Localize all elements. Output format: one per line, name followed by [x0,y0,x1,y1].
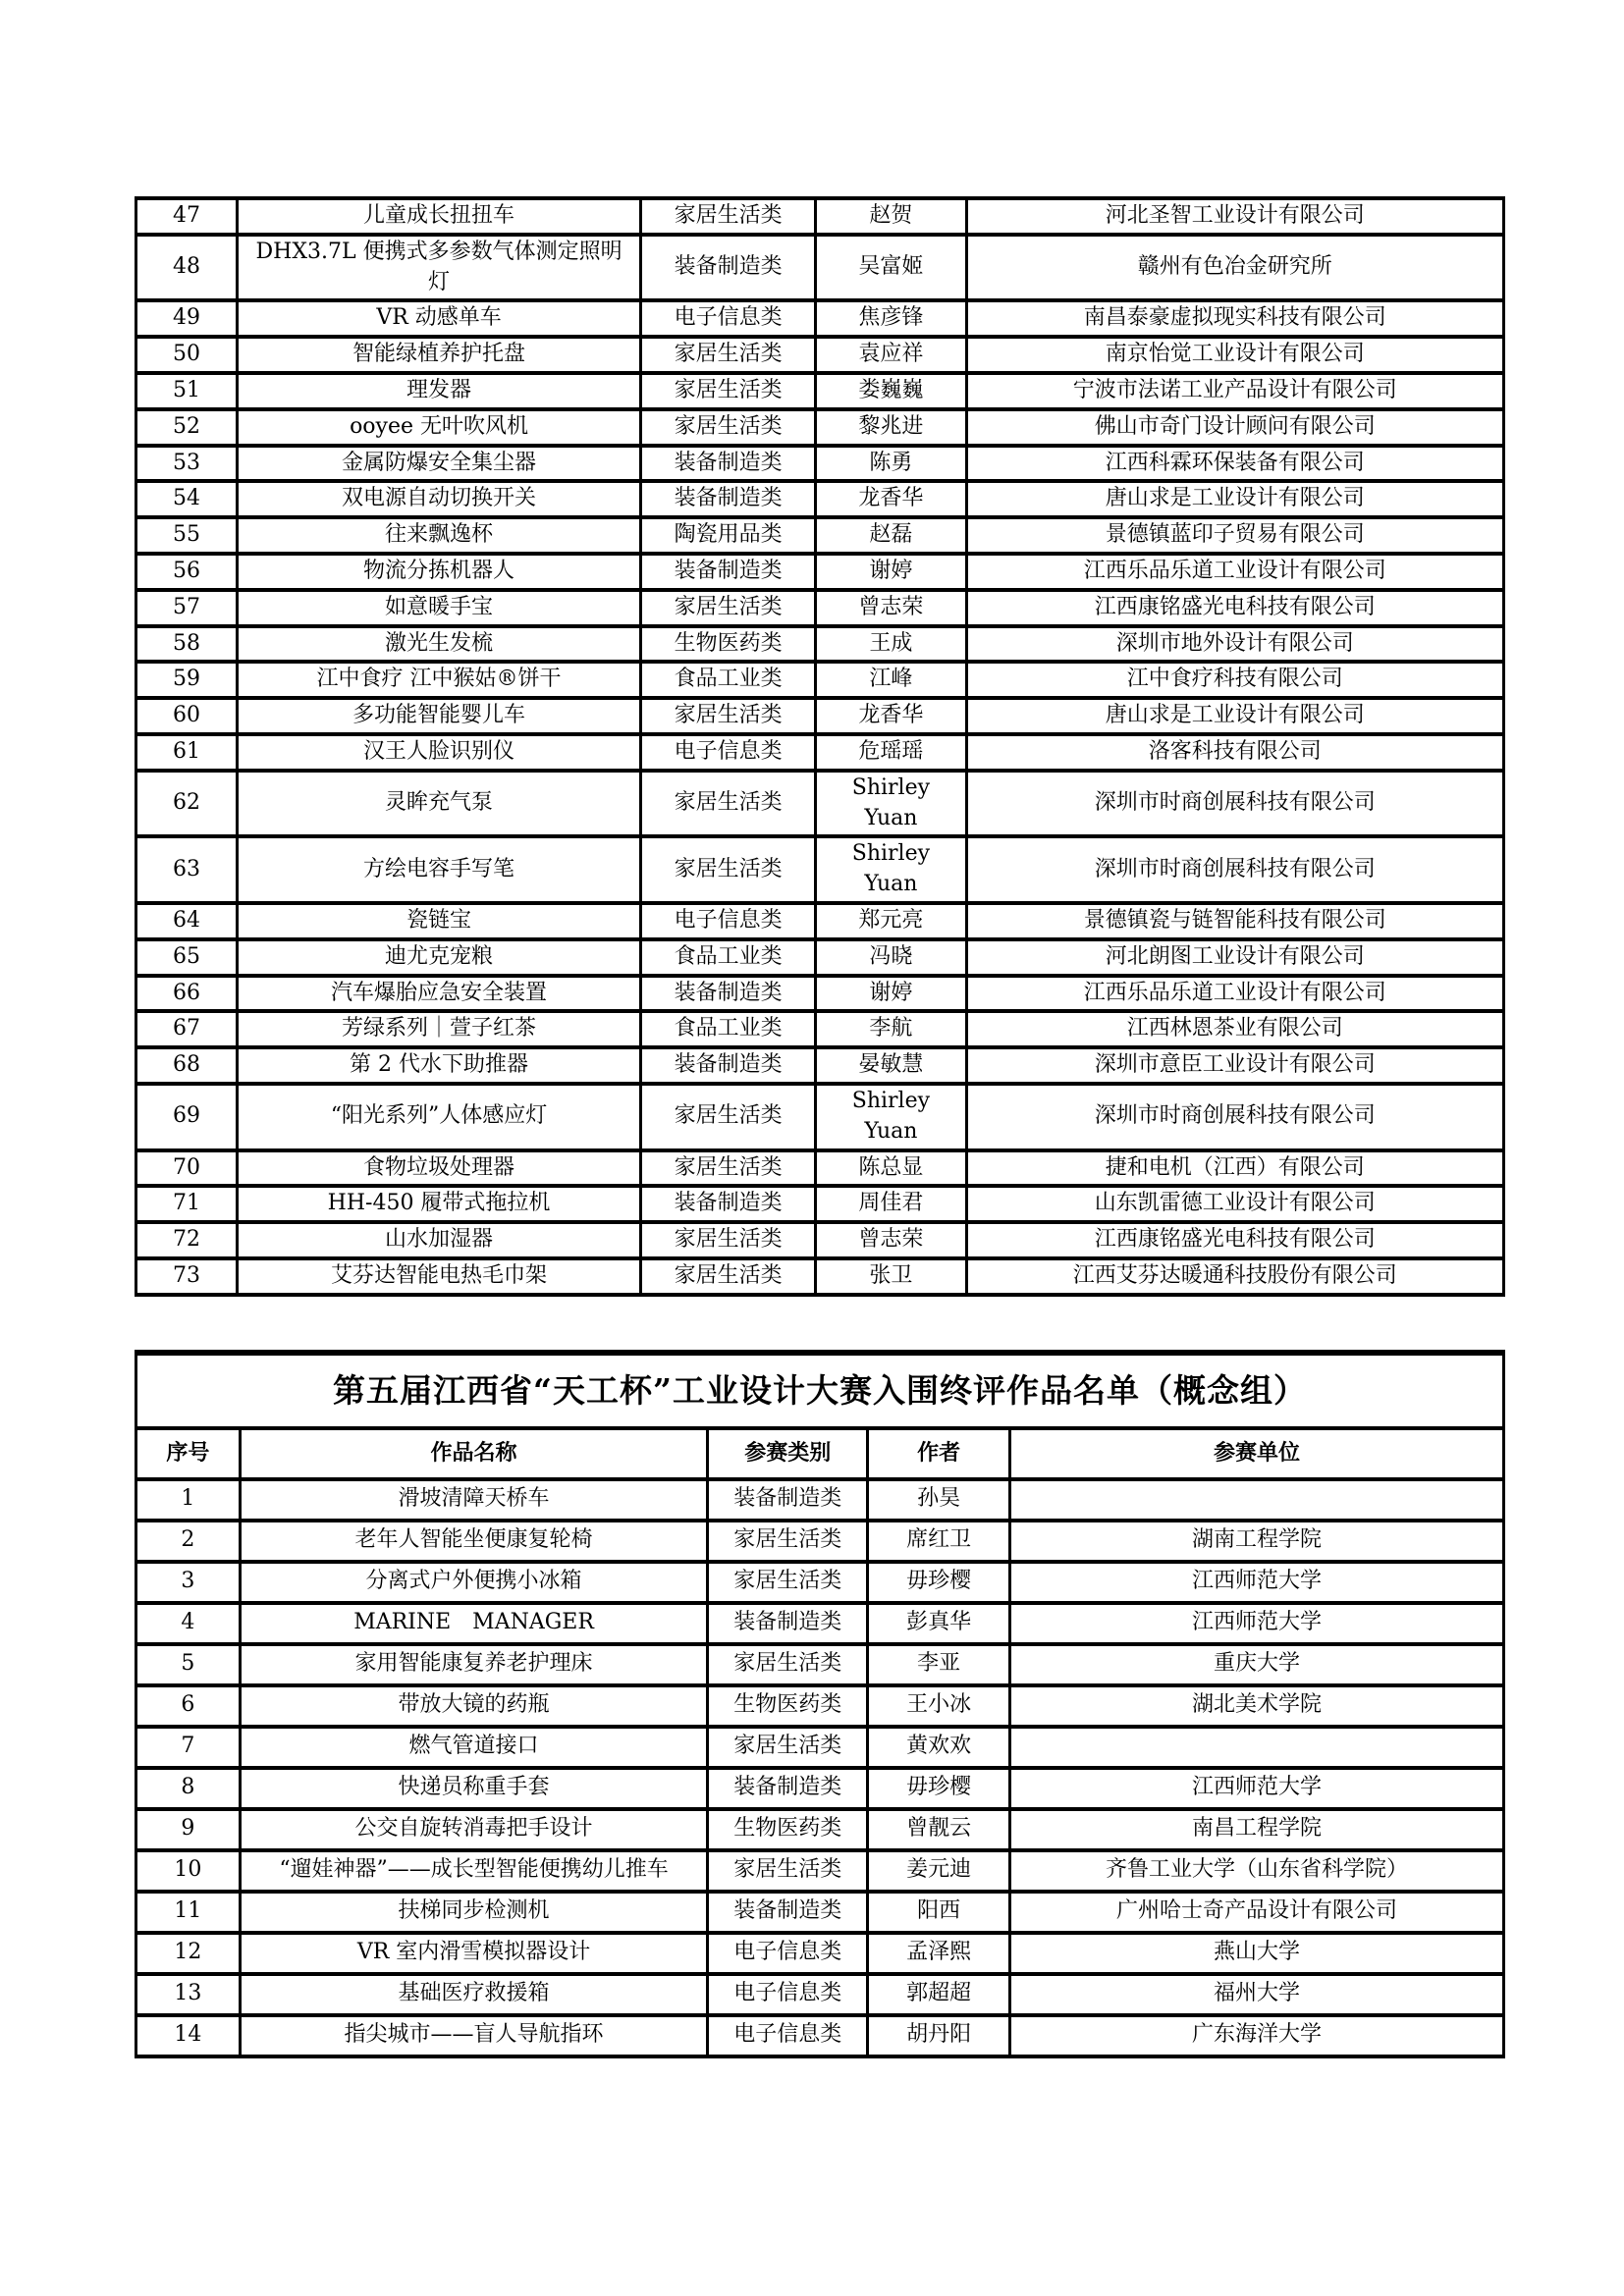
cell-category: 装备制造类 [708,1479,868,1521]
cell-work-name: 燃气管道接口 [240,1727,707,1768]
header-serial: 序号 [136,1428,241,1479]
cell-serial: 48 [136,235,238,301]
cell-author: 袁应祥 [816,337,966,373]
cell-unit: 广州哈士奇产品设计有限公司 [1010,1892,1504,1933]
cell-category: 电子信息类 [641,300,816,337]
header-author: 作者 [868,1428,1010,1479]
table-row [136,939,1504,976]
cell-author: 陈勇 [816,446,966,482]
cell-category: 家居生活类 [708,1727,868,1768]
cell-author: 席红卫 [868,1521,1010,1562]
cell-unit: 江中食疗科技有限公司 [966,662,1503,698]
table-row [136,2015,1504,2056]
cell-unit: 燕山大学 [1010,1933,1504,1974]
cell-work-name: 扶梯同步检测机 [240,1892,707,1933]
cell-serial: 14 [136,2015,241,2056]
cell-serial: 53 [136,446,238,482]
table-row [136,1222,1504,1258]
cell-serial: 65 [136,939,238,976]
cell-work-name: 快递员称重手套 [240,1768,707,1809]
table-row [136,373,1504,409]
cell-serial: 69 [136,1084,238,1150]
table-row [136,300,1504,337]
cell-category: 装备制造类 [708,1603,868,1644]
cell-work-name: 第 2 代水下助推器 [238,1047,641,1084]
table-row [136,1084,1504,1150]
cell-unit: 深圳市地外设计有限公司 [966,626,1503,663]
cell-unit: 广东海洋大学 [1010,2015,1504,2056]
cell-serial: 60 [136,698,238,734]
cell-unit: 江西乐品乐道工业设计有限公司 [966,976,1503,1012]
table-row [136,1974,1504,2015]
cell-category: 家居生活类 [641,1150,816,1187]
cell-serial: 3 [136,1562,241,1603]
table-row [136,771,1504,837]
cell-author: 毋珍樱 [868,1768,1010,1809]
cell-category: 生物医药类 [641,626,816,663]
table-row [136,1727,1504,1768]
cell-serial: 11 [136,1892,241,1933]
cell-category: 装备制造类 [641,446,816,482]
cell-category: 家居生活类 [641,1084,816,1150]
cell-work-name: HH-450 履带式拖拉机 [238,1186,641,1222]
cell-author: 曾志荣 [816,590,966,626]
cell-author: 晏敏慧 [816,1047,966,1084]
cell-author: 阳西 [868,1892,1010,1933]
cell-category: 食品工业类 [641,939,816,976]
cell-serial: 47 [136,198,238,235]
cell-work-name: VR 室内滑雪模拟器设计 [240,1933,707,1974]
cell-serial: 64 [136,903,238,939]
cell-unit: 深圳市时商创展科技有限公司 [966,836,1503,903]
cell-category: 家居生活类 [641,337,816,373]
cell-author: 曾志荣 [816,1222,966,1258]
cell-work-name: 指尖城市——盲人导航指环 [240,2015,707,2056]
finalist-table-concept-group [135,1350,1505,2058]
cell-unit: 景德镇瓷与链智能科技有限公司 [966,903,1503,939]
cell-category: 家居生活类 [641,198,816,235]
cell-unit: 洛客科技有限公司 [966,734,1503,771]
cell-category: 装备制造类 [641,554,816,590]
finalist-table-continued-body [136,198,1504,1295]
cell-unit: 南昌工程学院 [1010,1809,1504,1850]
cell-serial: 59 [136,662,238,698]
cell-serial: 68 [136,1047,238,1084]
table-row [136,1809,1504,1850]
cell-category: 陶瓷用品类 [641,517,816,554]
cell-unit: 江西师范大学 [1010,1768,1504,1809]
cell-work-name: 多功能智能婴儿车 [238,698,641,734]
cell-serial: 66 [136,976,238,1012]
cell-work-name: 物流分拣机器人 [238,554,641,590]
cell-category: 家居生活类 [641,1222,816,1258]
table-row [136,446,1504,482]
cell-category: 装备制造类 [708,1768,868,1809]
cell-author: 周佳君 [816,1186,966,1222]
concept-table-head [136,1353,1504,1479]
table-title: 第五届江西省“天工杯”工业设计大赛入围终评作品名单（概念组） [136,1353,1504,1428]
cell-serial: 73 [136,1258,238,1295]
cell-work-name: 如意暖手宝 [238,590,641,626]
cell-serial: 61 [136,734,238,771]
cell-serial: 49 [136,300,238,337]
table-row [136,903,1504,939]
cell-work-name: 老年人智能坐便康复轮椅 [240,1521,707,1562]
cell-serial: 51 [136,373,238,409]
table-row [136,1521,1504,1562]
cell-serial: 57 [136,590,238,626]
cell-unit: 江西林恩茶业有限公司 [966,1011,1503,1047]
cell-unit: 福州大学 [1010,1974,1504,2015]
cell-unit [1010,1479,1504,1521]
cell-serial: 58 [136,626,238,663]
cell-work-name: 食物垃圾处理器 [238,1150,641,1187]
cell-category: 家居生活类 [641,409,816,446]
cell-work-name: 迪尤克宠粮 [238,939,641,976]
cell-author: Shirley Yuan [816,1084,966,1150]
cell-unit: 江西师范大学 [1010,1562,1504,1603]
cell-work-name: 汽车爆胎应急安全装置 [238,976,641,1012]
cell-serial: 5 [136,1644,241,1685]
cell-category: 装备制造类 [641,976,816,1012]
cell-category: 装备制造类 [641,1186,816,1222]
cell-author: 龙香华 [816,698,966,734]
cell-category: 家居生活类 [641,1258,816,1295]
cell-unit: 深圳市意臣工业设计有限公司 [966,1047,1503,1084]
cell-unit: 河北圣智工业设计有限公司 [966,198,1503,235]
cell-author: 陈总显 [816,1150,966,1187]
table-row [136,836,1504,903]
cell-serial: 67 [136,1011,238,1047]
table-row [136,198,1504,235]
cell-serial: 71 [136,1186,238,1222]
table-row [136,1186,1504,1222]
cell-category: 电子信息类 [641,903,816,939]
cell-category: 电子信息类 [708,2015,868,2056]
cell-unit: 宁波市法诺工业产品设计有限公司 [966,373,1503,409]
table-row [136,517,1504,554]
cell-category: 电子信息类 [708,1933,868,1974]
cell-category: 电子信息类 [708,1974,868,2015]
cell-unit: 深圳市时商创展科技有限公司 [966,771,1503,837]
cell-author: 彭真华 [868,1603,1010,1644]
cell-work-name: 艾芬达智能电热毛巾架 [238,1258,641,1295]
cell-work-name: 家用智能康复养老护理床 [240,1644,707,1685]
cell-author: 孙昊 [868,1479,1010,1521]
cell-author: 谢婷 [816,976,966,1012]
table-row [136,337,1504,373]
table-row [136,1768,1504,1809]
cell-unit: 江西康铭盛光电科技有限公司 [966,1222,1503,1258]
table-row [136,698,1504,734]
cell-serial: 55 [136,517,238,554]
cell-author: 毋珍樱 [868,1562,1010,1603]
cell-author: Shirley Yuan [816,836,966,903]
table-row [136,1850,1504,1892]
cell-work-name: 山水加湿器 [238,1222,641,1258]
table-row [136,662,1504,698]
cell-work-name: 双电源自动切换开关 [238,481,641,517]
cell-unit: 赣州有色冶金研究所 [966,235,1503,301]
cell-serial: 56 [136,554,238,590]
cell-author: 黎兆进 [816,409,966,446]
header-unit: 参赛单位 [1010,1428,1504,1479]
cell-unit: 江西艾芬达暖通科技股份有限公司 [966,1258,1503,1295]
cell-serial: 2 [136,1521,241,1562]
cell-work-name: 瓷链宝 [238,903,641,939]
cell-unit: 山东凯雷德工业设计有限公司 [966,1186,1503,1222]
cell-category: 家居生活类 [708,1850,868,1892]
cell-serial: 7 [136,1727,241,1768]
table-row [136,1047,1504,1084]
cell-work-name: 理发器 [238,373,641,409]
cell-category: 家居生活类 [708,1562,868,1603]
cell-author: Shirley Yuan [816,771,966,837]
cell-unit [1010,1727,1504,1768]
cell-author: 娄巍巍 [816,373,966,409]
cell-author: 李亚 [868,1644,1010,1685]
cell-author: 谢婷 [816,554,966,590]
cell-category: 食品工业类 [641,1011,816,1047]
cell-serial: 72 [136,1222,238,1258]
table-row [136,1644,1504,1685]
cell-unit: 湖北美术学院 [1010,1685,1504,1727]
cell-serial: 10 [136,1850,241,1892]
cell-work-name: 滑坡清障天桥车 [240,1479,707,1521]
table-row [136,1258,1504,1295]
table-row [136,1562,1504,1603]
cell-unit: 江西科霖环保装备有限公司 [966,446,1503,482]
cell-author: 郭超超 [868,1974,1010,2015]
table-row [136,1892,1504,1933]
cell-category: 装备制造类 [641,481,816,517]
cell-work-name: DHX3.7L 便携式多参数气体测定照明灯 [238,235,641,301]
cell-unit: 唐山求是工业设计有限公司 [966,698,1503,734]
cell-category: 家居生活类 [641,836,816,903]
cell-serial: 6 [136,1685,241,1727]
table-row [136,1011,1504,1047]
cell-category: 家居生活类 [641,590,816,626]
cell-unit: 深圳市时商创展科技有限公司 [966,1084,1503,1150]
cell-author: 危瑶瑶 [816,734,966,771]
cell-unit: 重庆大学 [1010,1644,1504,1685]
cell-serial: 13 [136,1974,241,2015]
cell-work-name: 公交自旋转消毒把手设计 [240,1809,707,1850]
cell-author: 冯晓 [816,939,966,976]
cell-serial: 54 [136,481,238,517]
cell-serial: 63 [136,836,238,903]
cell-category: 家居生活类 [708,1521,868,1562]
cell-unit: 南京怡觉工业设计有限公司 [966,337,1503,373]
cell-work-name: 激光生发梳 [238,626,641,663]
cell-author: 王小冰 [868,1685,1010,1727]
cell-author: 吴富姬 [816,235,966,301]
cell-work-name: 带放大镜的药瓶 [240,1685,707,1727]
cell-unit: 齐鲁工业大学（山东省科学院） [1010,1850,1504,1892]
table-row [136,1685,1504,1727]
table-title-row [136,1353,1504,1428]
cell-work-name: 汉王人脸识别仪 [238,734,641,771]
table-row [136,626,1504,663]
cell-work-name: 儿童成长扭扭车 [238,198,641,235]
cell-serial: 1 [136,1479,241,1521]
cell-category: 家居生活类 [641,373,816,409]
cell-category: 装备制造类 [641,1047,816,1084]
cell-unit: 江西乐品乐道工业设计有限公司 [966,554,1503,590]
header-category: 参赛类别 [708,1428,868,1479]
cell-author: 张卫 [816,1258,966,1295]
cell-author: 胡丹阳 [868,2015,1010,2056]
cell-author: 曾靓云 [868,1809,1010,1850]
cell-work-name: 方绘电容手写笔 [238,836,641,903]
cell-author: 黄欢欢 [868,1727,1010,1768]
cell-serial: 8 [136,1768,241,1809]
cell-author: 李航 [816,1011,966,1047]
cell-serial: 12 [136,1933,241,1974]
cell-work-name: ooyee 无叶吹风机 [238,409,641,446]
table-row [136,1150,1504,1187]
table-row [136,1603,1504,1644]
cell-category: 装备制造类 [708,1892,868,1933]
finalist-table-continued [135,196,1505,1297]
cell-author: 江峰 [816,662,966,698]
header-work-name: 作品名称 [240,1428,707,1479]
cell-author: 郑元亮 [816,903,966,939]
cell-serial: 70 [136,1150,238,1187]
cell-work-name: 金属防爆安全集尘器 [238,446,641,482]
cell-work-name: “阳光系列”人体感应灯 [238,1084,641,1150]
cell-work-name: “遛娃神器”——成长型智能便携幼儿推车 [240,1850,707,1892]
table-row [136,590,1504,626]
cell-category: 家居生活类 [641,698,816,734]
table-row [136,554,1504,590]
cell-work-name: 分离式户外便携小冰箱 [240,1562,707,1603]
cell-work-name: 智能绿植养护托盘 [238,337,641,373]
cell-category: 生物医药类 [708,1809,868,1850]
cell-unit: 佛山市奇门设计顾问有限公司 [966,409,1503,446]
cell-unit: 江西师范大学 [1010,1603,1504,1644]
cell-author: 姜元迪 [868,1850,1010,1892]
cell-unit: 唐山求是工业设计有限公司 [966,481,1503,517]
cell-serial: 50 [136,337,238,373]
cell-unit: 江西康铭盛光电科技有限公司 [966,590,1503,626]
cell-work-name: 江中食疗 江中猴姑®饼干 [238,662,641,698]
table-header-row [136,1428,1504,1479]
cell-author: 王成 [816,626,966,663]
cell-unit: 捷和电机（江西）有限公司 [966,1150,1503,1187]
table-row [136,235,1504,301]
cell-category: 电子信息类 [641,734,816,771]
cell-work-name: 往来飘逸杯 [238,517,641,554]
finalist-table-concept-body [136,1479,1504,2056]
cell-serial: 4 [136,1603,241,1644]
cell-author: 孟泽熙 [868,1933,1010,1974]
cell-category: 装备制造类 [641,235,816,301]
cell-unit: 湖南工程学院 [1010,1521,1504,1562]
table-row [136,481,1504,517]
cell-work-name: MARINE MANAGER [240,1603,707,1644]
cell-unit: 河北朗图工业设计有限公司 [966,939,1503,976]
cell-category: 生物医药类 [708,1685,868,1727]
table-row [136,734,1504,771]
table-row [136,976,1504,1012]
cell-serial: 9 [136,1809,241,1850]
cell-category: 家居生活类 [708,1644,868,1685]
cell-author: 焦彦锋 [816,300,966,337]
cell-author: 赵磊 [816,517,966,554]
cell-unit: 景德镇蓝印子贸易有限公司 [966,517,1503,554]
cell-work-name: 灵眸充气泵 [238,771,641,837]
table-row [136,409,1504,446]
cell-author: 赵贺 [816,198,966,235]
cell-unit: 南昌泰豪虚拟现实科技有限公司 [966,300,1503,337]
cell-work-name: 芳绿系列｜萱子红茶 [238,1011,641,1047]
cell-serial: 52 [136,409,238,446]
cell-author: 龙香华 [816,481,966,517]
table-row [136,1479,1504,1521]
cell-serial: 62 [136,771,238,837]
cell-category: 家居生活类 [641,771,816,837]
cell-work-name: VR 动感单车 [238,300,641,337]
table-row [136,1933,1504,1974]
cell-category: 食品工业类 [641,662,816,698]
cell-work-name: 基础医疗救援箱 [240,1974,707,2015]
